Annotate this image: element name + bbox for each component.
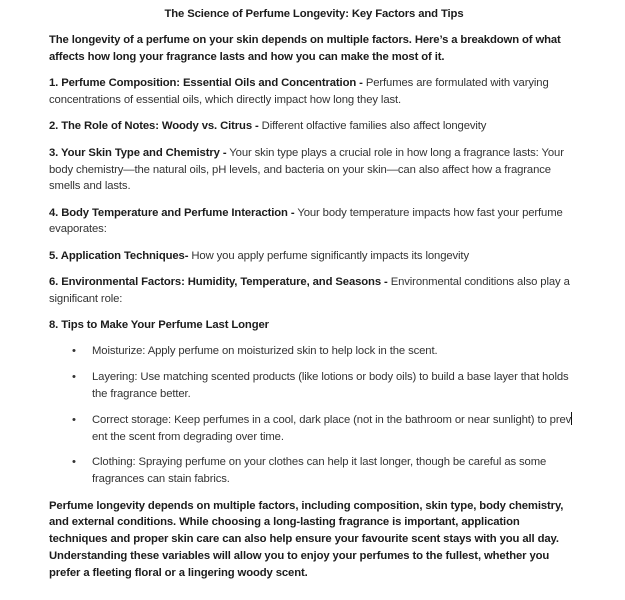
section-text: Environmental conditions also play a significant role: <box>49 276 570 305</box>
list-item-moisturize <box>92 343 579 360</box>
tips-heading: 8. Tips to Make Your Perfume Last Longer <box>49 319 269 332</box>
intro-paragraph: The longevity of a perfume on your skin depends on multiple factors. Here’s a breakdown of what affects how long your fragrance lasts and how you can make the most of it. <box>49 34 561 64</box>
section-paragraph-4 <box>49 205 579 239</box>
section-label: 5. Application Techniques- <box>49 249 189 262</box>
tip-text-after-caret: ent the scent from degrading over time. <box>92 430 284 443</box>
page-title: The Science of Perfume Longevity: Key Factors and Tips <box>164 8 464 20</box>
list-item-layering <box>92 369 579 403</box>
section-paragraph-6 <box>49 274 579 308</box>
tip-text: Layering: Use matching scented products (like lotions or body oils) to build a base layer that holds the fragrance better. <box>92 371 569 401</box>
tips-list <box>49 343 579 488</box>
tip-text-before-caret: Correct storage: Keep perfumes in a cool, dark place (not in the bathroom or near sunlight) to prev <box>92 413 572 426</box>
section-text: Different olfactive families also affect longevity <box>258 120 487 133</box>
section-paragraph-5 <box>49 248 579 265</box>
section-text: Perfumes are formulated with varying concentrations of essential oils, which directly impact how long they last. <box>49 77 549 107</box>
section-paragraph-3 <box>49 145 579 195</box>
text-cursor <box>571 412 572 425</box>
section-label: 3. Your Skin Type and Chemistry - <box>49 146 227 159</box>
section-label: 2. The Role of Notes: Woody vs. Citrus - <box>49 120 259 133</box>
section-paragraph-2 <box>49 118 579 135</box>
section-label: 4. Body Temperature and Perfume Interaction - <box>49 206 295 219</box>
tip-text: Clothing: Spraying perfume on your clothes can help it last longer, though be careful as some fragrances can stain fabrics. <box>92 456 547 486</box>
section-text: How you apply perfume significantly impacts its longevity <box>188 249 469 262</box>
list-item-clothing <box>92 454 579 488</box>
section-text: Your skin type plays a crucial role in how long a fragrance lasts: Your body chemistry—the natural oils, pH levels, and bacteria on your skin—can also affect how a fragrance smells and lasts. <box>49 146 564 193</box>
list-item-correct-storage <box>92 412 579 446</box>
conclusion-paragraph: Perfume longevity depends on multiple factors, including composition, skin type, body chemistry, and external conditions. While choosing a long-lasting fragrance is important, application techniques and proper skin care can also help ensure your favourite scent stays with you all day. Understanding these variables will allow you to enjoy your perfumes to the fullest, whether you prefer a fleeting floral or a lingering woody scent. <box>49 499 564 579</box>
tip-text: Moisturize: Apply perfume on moisturized skin to help lock in the scent. <box>92 345 438 358</box>
section-text: Your body temperature impacts how fast your perfume evaporates: <box>49 206 563 236</box>
section-label: 6. Environmental Factors: Humidity, Temperature, and Seasons - <box>49 276 388 289</box>
section-paragraph-1 <box>49 75 579 109</box>
section-label: 1. Perfume Composition: Essential Oils and Concentration - <box>49 77 363 90</box>
